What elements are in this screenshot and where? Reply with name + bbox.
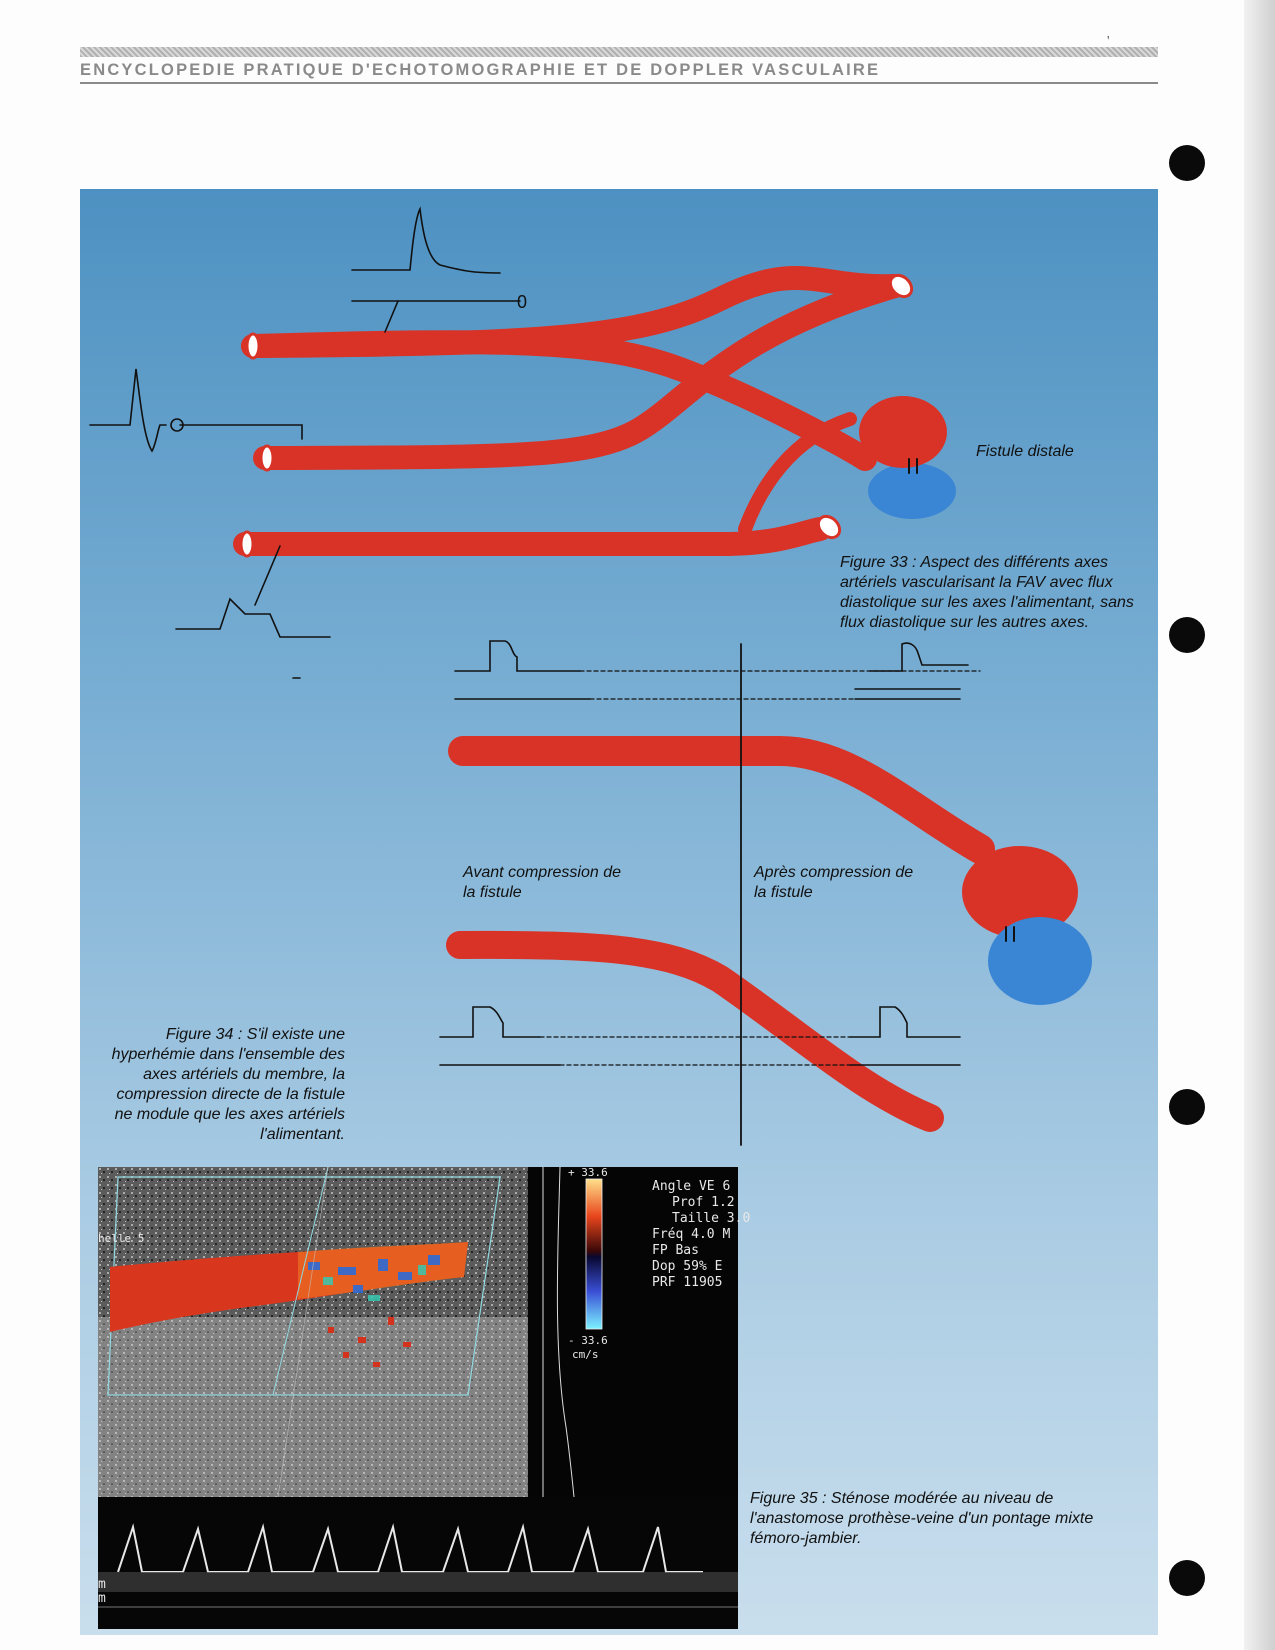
binder-hole-2 [1169, 617, 1205, 653]
acquisition-params: Angle VE 6 Prof 1.2 Taille 3.0 Fréq 4.0 M FP Bas Dop 59% E PRF 11905 [652, 1179, 751, 1290]
figure-33-caption: Figure 33 : Aspect des différents axes artériels vascularisant la FAV avec flux diastolique sur les axes l'alimentant, sans flux diastolique sur les autres axes. [840, 554, 1134, 631]
artery-lower [245, 529, 820, 544]
header-rule [80, 82, 1158, 84]
compression-waveforms [440, 641, 968, 1065]
corner-mark: ' [1107, 34, 1110, 49]
zero-mark-top: 0 [517, 292, 528, 312]
vein-34 [988, 917, 1092, 1005]
fistula-vein [868, 463, 956, 519]
vessel-opening [261, 446, 273, 470]
artery-other-34 [460, 945, 930, 1118]
velocity-scale-unit: cm/s [572, 1348, 599, 1361]
figure-33-diagram [90, 209, 956, 678]
binder-hole-4 [1169, 1560, 1205, 1596]
binder-hole-3 [1169, 1089, 1205, 1125]
figure-34-caption: Figure 34 : S'il existe une hyperhémie dans l'ensemble des axes artériels du membre, la compression directe de la fistule ne module que les axes artériels l'alimentant. [111, 1026, 345, 1143]
doppler-ultrasound-image [98, 1166, 751, 1629]
header-bar [80, 47, 1158, 57]
corner-letter-1: m [98, 1577, 106, 1592]
vessel-opening [241, 532, 253, 556]
vessel-opening [247, 334, 259, 358]
fistula-aneurysm [859, 396, 947, 468]
velocity-scale-top: + 33.6 [568, 1166, 608, 1179]
binder-hole-1 [1169, 145, 1205, 181]
corner-letter-2: m [98, 1591, 106, 1606]
label-before-compression: Avant compression de la fistule [463, 864, 622, 901]
page-edge-shadow [1244, 0, 1275, 1650]
velocity-scale-bottom: - 33.6 [568, 1334, 608, 1347]
doppler-waveforms [90, 209, 520, 678]
figure-panel [80, 189, 1158, 1635]
label-after-compression: Après compression de la fistule [754, 864, 914, 901]
running-header: ENCYCLOPEDIE PRATIQUE D'ECHOTOMOGRAPHIE ET DE DOPPLER VASCULAIRE [80, 61, 881, 79]
fistula-label: Fistule distale [976, 443, 1074, 460]
scale-label: helle 5 [98, 1232, 145, 1245]
artery-feeding-34 [463, 751, 980, 849]
ultrasound-render [98, 1167, 751, 1629]
figure-35-caption: Figure 35 : Sténose modérée au niveau de l'anastomose prothèse-veine d'un pontage mixte fémoro-jambier. [750, 1490, 1094, 1547]
